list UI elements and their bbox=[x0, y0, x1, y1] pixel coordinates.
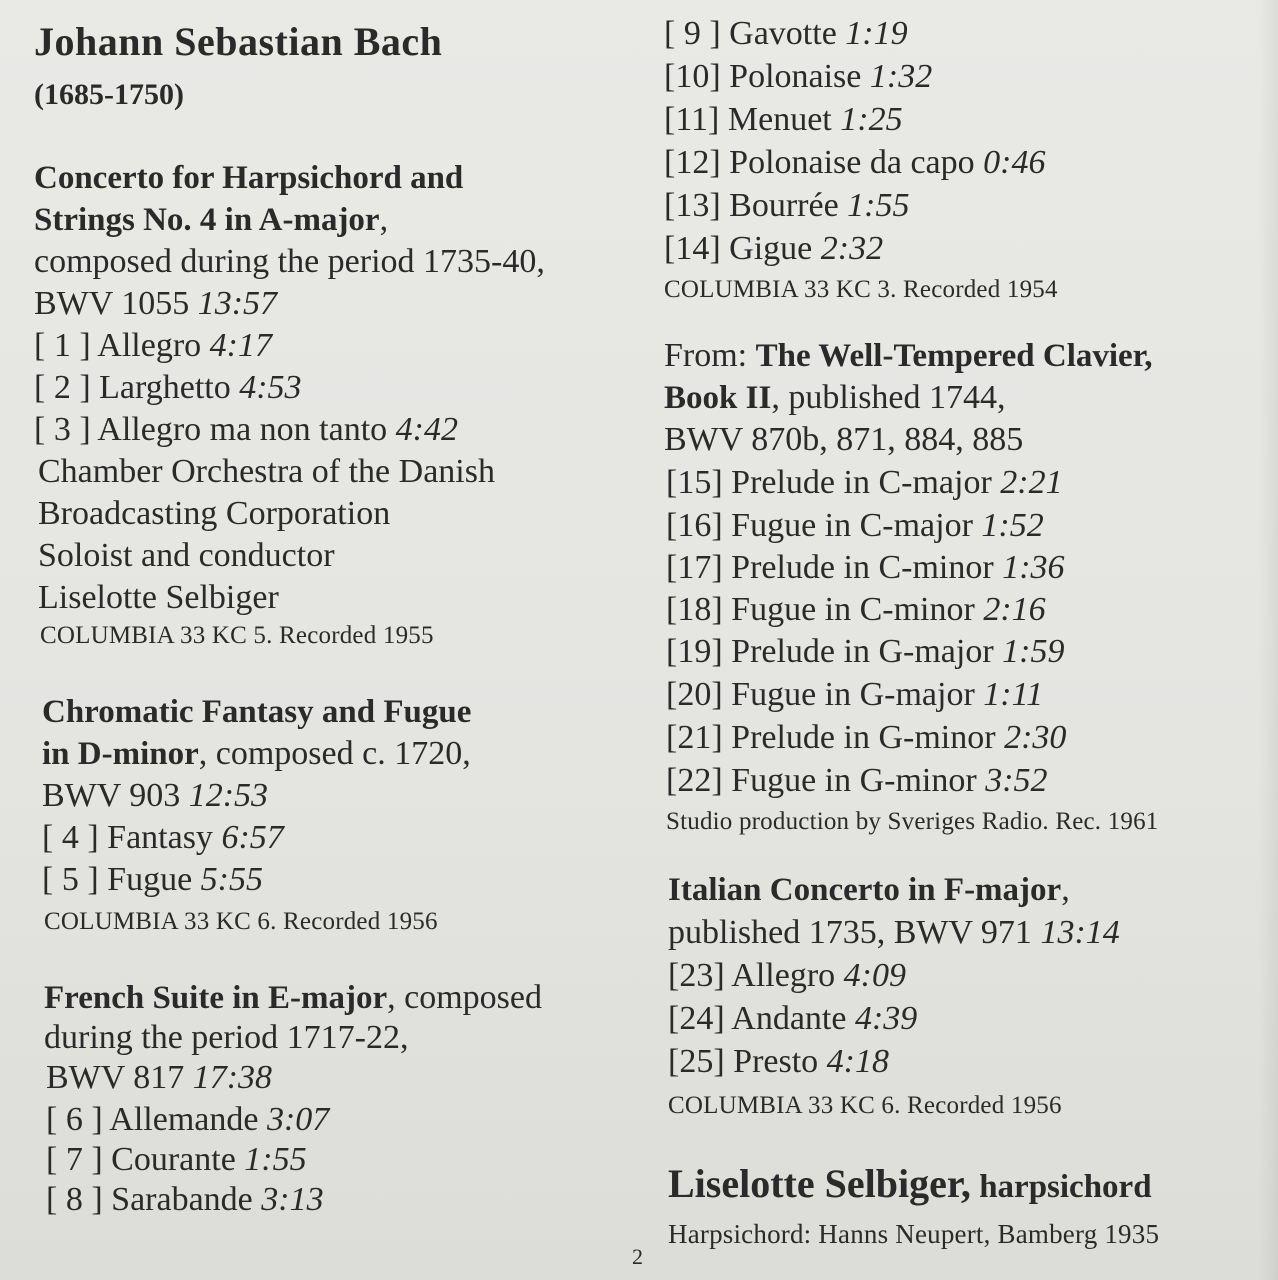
track-duration: 1:25 bbox=[840, 101, 903, 138]
track-title: Allegro bbox=[731, 957, 836, 994]
wtc-description: , published 1744, bbox=[771, 379, 1006, 416]
track-row bbox=[664, 143, 1045, 183]
track-row bbox=[42, 860, 263, 900]
concerto-title-line2: Strings No. 4 in A-major bbox=[34, 202, 380, 238]
track-number: [16] bbox=[666, 507, 723, 544]
track-number: [12] bbox=[664, 144, 721, 181]
italian-desc-row bbox=[668, 913, 1120, 953]
track-number: [10] bbox=[664, 58, 721, 95]
composer-name: Johann Sebastian Bach bbox=[34, 19, 443, 64]
track-number: [ 4 ] bbox=[42, 819, 99, 856]
track-duration: 1:55 bbox=[244, 1141, 307, 1178]
track-title: Allegro ma non tanto bbox=[97, 411, 388, 448]
wtc-title-line2-row bbox=[664, 378, 1006, 418]
track-title: Fugue in G-major bbox=[731, 676, 975, 713]
performer-line: Liselotte Selbiger bbox=[38, 579, 279, 616]
track-duration: 4:42 bbox=[395, 411, 458, 448]
recording-label: COLUMBIA 33 KC 6. Recorded 1956 bbox=[668, 1092, 1062, 1119]
track-number: [ 8 ] bbox=[46, 1181, 103, 1218]
chromatic-title-line2-row bbox=[42, 734, 471, 774]
track-row bbox=[664, 14, 908, 54]
chromatic-title-line2: in D-minor bbox=[42, 736, 199, 772]
track-duration: 6:57 bbox=[221, 819, 284, 856]
track-duration: 2:30 bbox=[1004, 719, 1067, 756]
track-row bbox=[666, 675, 1043, 715]
track-row bbox=[666, 761, 1048, 801]
track-row bbox=[666, 590, 1046, 630]
track-row bbox=[666, 463, 1063, 503]
track-title: Larghetto bbox=[99, 369, 231, 406]
concerto-title-line1: Concerto for Harpsichord and bbox=[34, 160, 464, 196]
track-number: [24] bbox=[668, 1000, 725, 1037]
track-number: [ 9 ] bbox=[664, 15, 721, 52]
page-edge-shadow bbox=[1258, 0, 1278, 1280]
track-title: Prelude in G-minor bbox=[731, 719, 996, 756]
italian-title: Italian Concerto in F-major bbox=[668, 872, 1062, 908]
french-description-1: , composed bbox=[387, 979, 542, 1016]
italian-comma: , bbox=[1061, 871, 1070, 908]
track-title: Courante bbox=[111, 1141, 236, 1178]
performer-line: Chamber Orchestra of the Danish bbox=[38, 453, 495, 490]
chromatic-total-time: 12:53 bbox=[188, 777, 269, 814]
track-title: Fugue in G-minor bbox=[731, 762, 977, 799]
track-row bbox=[666, 718, 1066, 758]
track-row bbox=[664, 100, 903, 140]
track-duration: 5:55 bbox=[200, 861, 263, 898]
track-title: Polonaise da capo bbox=[729, 144, 975, 181]
track-row bbox=[46, 1180, 324, 1220]
track-number: [18] bbox=[666, 591, 723, 628]
track-number: [ 1 ] bbox=[34, 327, 91, 364]
track-duration: 4:39 bbox=[854, 1000, 918, 1037]
track-row bbox=[668, 956, 906, 996]
track-row bbox=[34, 368, 302, 408]
track-row bbox=[668, 1042, 889, 1082]
track-duration: 1:59 bbox=[1002, 633, 1065, 670]
recording-label: Studio production by Sveriges Radio. Rec. 1961 bbox=[666, 808, 1159, 835]
track-duration: 4:53 bbox=[239, 369, 302, 406]
french-description-2: during the period 1717-22, bbox=[44, 1019, 409, 1056]
chromatic-bwv: BWV 903 bbox=[42, 777, 181, 814]
french-title-row bbox=[44, 978, 542, 1018]
track-duration: 1:11 bbox=[983, 676, 1044, 713]
track-row bbox=[46, 1140, 307, 1180]
track-number: [20] bbox=[666, 676, 723, 713]
wtc-title-row bbox=[664, 336, 1153, 376]
wtc-title-line1: The Well-Tempered Clavier, bbox=[755, 338, 1153, 374]
track-title: Fugue in C-major bbox=[731, 507, 973, 544]
track-number: [11] bbox=[664, 101, 720, 138]
concerto-bwv: BWV 1055 bbox=[34, 285, 190, 322]
artist-credit-row bbox=[668, 1161, 1152, 1207]
track-title: Fantasy bbox=[107, 819, 213, 856]
concerto-total-time: 13:57 bbox=[197, 285, 278, 322]
track-title: Gavotte bbox=[729, 15, 837, 52]
recording-label: COLUMBIA 33 KC 3. Recorded 1954 bbox=[664, 276, 1058, 303]
track-title: Menuet bbox=[727, 101, 832, 138]
instrument-note: Harpsichord: Hanns Neupert, Bamberg 1935 bbox=[668, 1219, 1160, 1249]
track-title: Fugue bbox=[107, 861, 193, 898]
wtc-bwv: BWV 870b, 871, 884, 885 bbox=[664, 421, 1024, 458]
track-number: [ 2 ] bbox=[34, 369, 91, 406]
track-duration: 2:16 bbox=[983, 591, 1046, 628]
artist-instrument: harpsichord bbox=[970, 1169, 1152, 1205]
track-duration: 3:52 bbox=[985, 762, 1048, 799]
track-title: Gigue bbox=[729, 230, 813, 267]
track-duration: 1:52 bbox=[981, 507, 1044, 544]
track-duration: 2:21 bbox=[1000, 464, 1063, 501]
track-number: [25] bbox=[668, 1043, 725, 1080]
track-number: [23] bbox=[668, 957, 725, 994]
track-duration: 4:17 bbox=[209, 327, 272, 364]
concerto-comma: , bbox=[379, 201, 389, 238]
track-title: Presto bbox=[733, 1043, 819, 1080]
track-duration: 3:13 bbox=[261, 1181, 324, 1218]
track-row bbox=[668, 999, 917, 1039]
recording-label: COLUMBIA 33 KC 5. Recorded 1955 bbox=[40, 622, 434, 649]
french-title: French Suite in E-major bbox=[44, 980, 388, 1016]
track-duration: 0:46 bbox=[983, 144, 1046, 181]
track-duration: 2:32 bbox=[820, 230, 884, 267]
track-row bbox=[666, 506, 1044, 546]
track-row bbox=[666, 632, 1064, 672]
concerto-title-line2-row bbox=[34, 200, 388, 240]
track-title: Allegro bbox=[97, 327, 202, 364]
track-duration: 1:36 bbox=[1002, 549, 1065, 586]
track-title: Allemande bbox=[109, 1101, 259, 1138]
track-title: Prelude in C-major bbox=[731, 464, 992, 501]
french-total-time: 17:38 bbox=[192, 1059, 273, 1096]
track-row bbox=[34, 326, 272, 366]
french-bwv: BWV 817 bbox=[46, 1059, 185, 1096]
track-title: Bourrée bbox=[729, 187, 839, 224]
wtc-title-line2: Book II bbox=[664, 380, 772, 416]
artist-name: Liselotte Selbiger, bbox=[668, 1161, 971, 1206]
track-row bbox=[666, 548, 1065, 588]
track-duration: 4:18 bbox=[826, 1043, 889, 1080]
track-number: [ 6 ] bbox=[46, 1101, 103, 1138]
performer-line: Broadcasting Corporation bbox=[38, 495, 391, 532]
track-number: [19] bbox=[666, 633, 723, 670]
wtc-from: From: bbox=[664, 337, 756, 374]
track-row bbox=[664, 186, 910, 226]
track-duration: 3:07 bbox=[266, 1101, 330, 1138]
track-number: [ 5 ] bbox=[42, 861, 99, 898]
track-number: [22] bbox=[666, 762, 723, 799]
italian-total-time: 13:14 bbox=[1040, 914, 1120, 951]
page-number: 2 bbox=[632, 1244, 643, 1269]
track-duration: 1:55 bbox=[847, 187, 910, 224]
track-title: Sarabande bbox=[111, 1181, 253, 1218]
track-title: Fugue in C-minor bbox=[731, 591, 975, 628]
track-row bbox=[34, 410, 458, 450]
track-number: [15] bbox=[666, 464, 723, 501]
french-bwv-row bbox=[46, 1058, 272, 1098]
track-number: [ 3 ] bbox=[34, 411, 91, 448]
chromatic-description: , composed c. 1720, bbox=[198, 735, 471, 772]
track-row bbox=[46, 1100, 329, 1140]
italian-description: published 1735, BWV 971 bbox=[668, 914, 1032, 951]
track-title: Polonaise bbox=[729, 58, 862, 95]
track-number: [17] bbox=[666, 549, 723, 586]
track-row bbox=[664, 229, 883, 269]
track-duration: 1:19 bbox=[845, 15, 908, 52]
italian-title-row bbox=[668, 870, 1070, 910]
track-title: Prelude in C-minor bbox=[731, 549, 994, 586]
track-title: Andante bbox=[731, 1000, 847, 1037]
track-row bbox=[42, 818, 284, 858]
composer-dates: (1685-1750) bbox=[34, 78, 184, 111]
track-duration: 1:32 bbox=[869, 58, 933, 95]
recording-label: COLUMBIA 33 KC 6. Recorded 1956 bbox=[44, 908, 438, 935]
performer-line: Soloist and conductor bbox=[38, 537, 335, 574]
track-duration: 4:09 bbox=[843, 957, 906, 994]
track-number: [ 7 ] bbox=[46, 1141, 103, 1178]
track-number: [13] bbox=[664, 187, 721, 224]
track-number: [21] bbox=[666, 719, 723, 756]
chromatic-title-line1: Chromatic Fantasy and Fugue bbox=[42, 694, 472, 730]
concerto-bwv-row bbox=[34, 284, 277, 324]
track-number: [14] bbox=[664, 230, 721, 267]
track-row bbox=[664, 57, 932, 97]
track-title: Prelude in G-major bbox=[731, 633, 994, 670]
chromatic-bwv-row bbox=[42, 776, 268, 816]
concerto-description: composed during the period 1735-40, bbox=[34, 243, 545, 280]
